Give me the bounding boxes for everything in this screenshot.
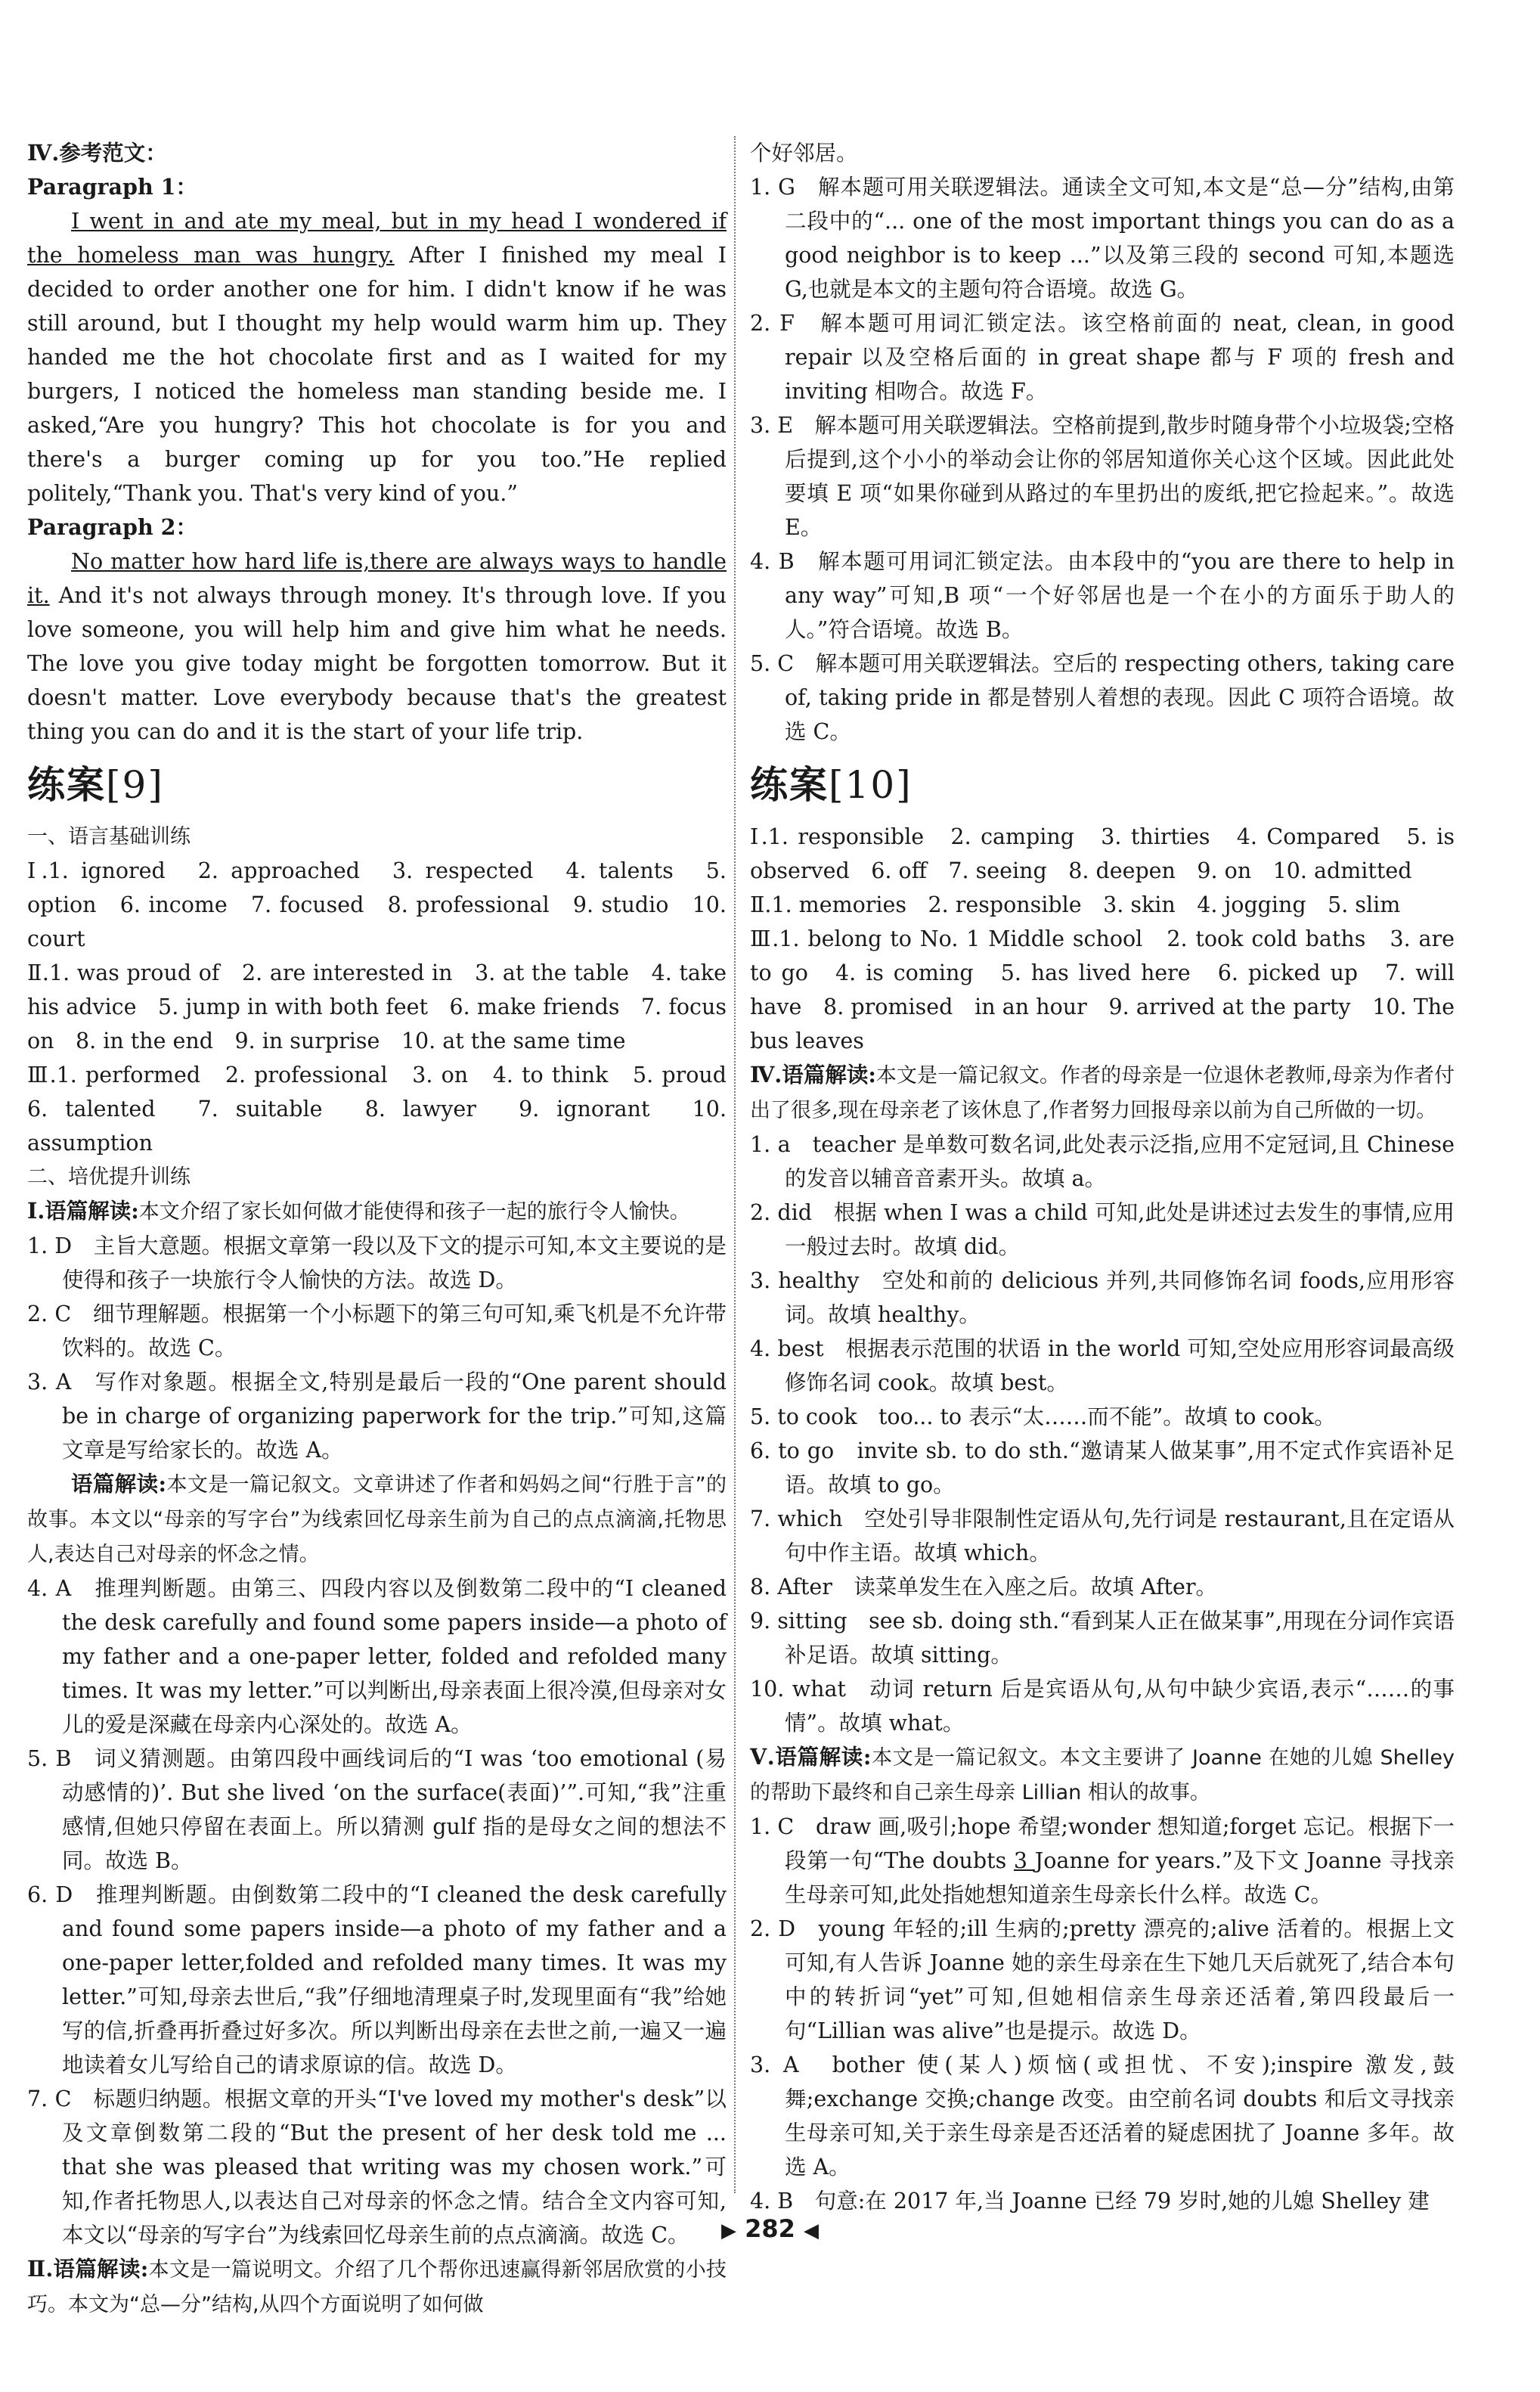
reading1b-summary: 本文是一篇记叙文。文章讲述了作者和妈妈之间“行胜于言”的故事。本文以“母亲的写字台”为线索回忆母亲生前为自己的点点滴滴,托物思人,表达自己对母亲的怀念之情。 [27, 1473, 727, 1566]
answer-c1-post: Joanne for years.”及下文 Joanne 寻找亲生母亲可知,此处指她想知道亲生母亲长什么样。故选 C。 [785, 1848, 1455, 1907]
reading4-label: Ⅳ.语篇解读: [750, 1062, 876, 1087]
answer-q2: 2. C 细节理解题。根据第一个小标题下的第三句可知,乘飞机是不允许带饮料的。故选 C。 [27, 1301, 727, 1360]
answer-b6: 6. to go invite sb. to do sth.“邀请某人做某事”,用不定式作宾语补足语。故填 to go。 [750, 1438, 1455, 1497]
answer-a5: 5. C 解本题可用关联逻辑法。空后的 respecting others, taking care of, taking pride in 都是替别人着想的表现。因此 C 项符合语境。故选 C。 [750, 651, 1455, 744]
reading5-label: Ⅴ.语篇解读: [750, 1744, 872, 1770]
reading2-intro [27, 2252, 727, 2322]
right-column [750, 136, 1455, 2218]
answer-q4: 4. A 推理判断题。由第三、四段内容以及倒数第二段中的“I cleaned the desk carefully and found some papers inside—a photo of my father and a one-paper letter, folded and refolded many times. It was my letter.”可以判断出,母亲表面上很冷漠,但母亲对女儿的爱是深藏在母亲内心深处的。故选 A。 [27, 1576, 727, 1737]
answer-q1: 1. D 主旨大意题。根据文章第一段以及下文的提示可知,本文主要说的是使得和孩子一块旅行令人愉快的方法。故选 D。 [27, 1233, 727, 1292]
answer-b5: 5. to cook too... to 表示“太……而不能”。故填 to cook。 [750, 1404, 1336, 1429]
answer-b4: 4. best 根据表示范围的状语 in the world 可知,空处应用形容词最高级修饰名词 cook。故填 best。 [750, 1336, 1455, 1395]
lianan10-part2: Ⅱ.1. memories 2. responsible 3. skin 4. jogging 5. slim [750, 892, 1401, 917]
answer-b7: 7. which 空处引导非限制性定语从句,先行词是 restaurant,且在定语从句中作主语。故填 which。 [750, 1506, 1455, 1565]
paragraph1-rest: After I finished my meal I decided to order another one for him. I didn't know if he was still around, but I thought my help would warm him up. They handed me the hot chocolate first and as I waited for my burgers, I noticed the homeless man standing beside me. I asked,“Are you hungry? This hot chocolate is for you and there's a burger coming up for you too.”He replied politely,“Thank you. That's very kind of you.” [27, 243, 727, 506]
paragraph2-text [27, 544, 727, 749]
essay-header: Ⅳ.参考范文： [27, 140, 167, 166]
lianan10-title [750, 755, 1455, 815]
reading5-summary: 本文是一篇记叙文。本文主要讲了 Joanne 在她的儿媳 Shelley 的帮助下最终和自己亲生母亲 Lillian 相认的故事。 [750, 1746, 1455, 1804]
reading1b-intro [27, 1467, 727, 1571]
paragraph2-underlined: No matter how hard life is,there are always ways to handle it. [27, 549, 727, 608]
lianan10-title-text: 练案 [750, 763, 829, 807]
answer-c1 [750, 1810, 1455, 1912]
reading1-intro [27, 1194, 727, 1229]
answer-c4: 4. B 句意:在 2017 年,当 Joanne 已经 79 岁时,她的儿媳 Shelley 建 [750, 2189, 1430, 2214]
answer-a1: 1. G 解本题可用关联逻辑法。通读全文可知,本文是“总—分”结构,由第二段中的“... one of the most important things you can do as a good neighbor is to keep ...”以及第三段的 second 可知,本题选 G,也就是本文的主题句符合语境。故选 G。 [750, 175, 1455, 302]
paragraph1-underlined: I went in and ate my meal, but in my head I wondered if the homeless man was hungry. [27, 209, 727, 268]
answer-q5: 5. B 词义猜测题。由第四段中画线词后的“I was ‘too emotional (易动感情的)’. But she lived ‘on the surface(表面)’”.可知,“我”注重感情,但她只停留在表面上。所以猜测 gulf 指的是母女之间的想法不同。故选 B。 [27, 1746, 727, 1873]
paragraph2-rest: And it's not always through money. It's through love. If you love someone, you will help him and give him what he needs. The love you give today might be forgotten tomorrow. But it doesn't matter. Love everybody because that's the greatest thing you can do and it is the start of your life trip. [27, 583, 727, 744]
section1-part2: Ⅱ.1. was proud of 2. are interested in 3. at the table 4. take his advice 5. jump in with both feet 6. make friends 7. focus on 8. in the end 9. in surprise 10. at the same time [27, 960, 727, 1053]
answer-b10: 10. what 动词 return 后是宾语从句,从句中缺少宾语,表示“……的事情”。故填 what。 [750, 1677, 1455, 1736]
page-number [0, 2214, 1540, 2243]
lianan10-part1: Ⅰ.1. responsible 2. camping 3. thirties 4. Compared 5. is observed 6. off 7. seeing 8. deepen 9. on 10. admitted [750, 824, 1455, 883]
lianan9-title [27, 755, 727, 815]
answer-q6: 6. D 推理判断题。由倒数第二段中的“I cleaned the desk carefully and found some papers inside—a photo of my father and a one-paper letter,folded and refolded many times. It was my letter.”可知,母亲去世后,“我”仔细地清理桌子时,发现里面有“我”给她写的信,折叠再折叠过好多次。所以判断出母亲在去世之前,一遍又一遍地读着女儿写给自己的请求原谅的信。故选 D。 [27, 1882, 727, 2077]
reading4-intro [750, 1058, 1455, 1128]
answer-b3: 3. healthy 空处和前的 delicious 并列,共同修饰名词 foods,应用形容词。故填 healthy。 [750, 1268, 1455, 1327]
reading1-summary: 本文介绍了家长如何做才能使得和孩子一起的旅行令人愉快。 [138, 1200, 690, 1224]
reading1-label: Ⅰ.语篇解读: [27, 1198, 139, 1224]
paragraph2-label: Paragraph 2： [27, 514, 197, 540]
reading2-continuation: 个好邻居。 [750, 141, 858, 166]
page-number-text: 282 [745, 2214, 795, 2243]
paragraph1-text [27, 204, 727, 510]
answer-b2: 2. did 根据 when I was a child 可知,此处是讲述过去发生的事情,应用一般过去时。故填 did。 [750, 1200, 1455, 1259]
answer-c2: 2. D young 年轻的;ill 生病的;pretty 漂亮的;alive 活着的。根据上文可知,有人告诉 Joanne 她的亲生母亲在生下她几天后就死了,结合本句中的转折词“yet”可知,但她相信亲生母亲还活着,第四段最后一句“Lillian was alive”也是提示。故选 D。 [750, 1916, 1455, 2043]
reading2-summary: 本文是一篇说明文。介绍了几个帮你迅速赢得新邻居欣赏的小技巧。本文为“总—分”结构,从四个方面说明了如何做 [27, 2258, 727, 2316]
lianan10-part3: Ⅲ.1. belong to No. 1 Middle school 2. took cold baths 3. are to go 4. is coming 5. has lived here 6. picked up 7. will have 8. promised in an hour 9. arrived at the party 10. The bus leaves [750, 926, 1455, 1053]
column-divider [734, 136, 736, 2193]
section2-title: 二、培优提升训练 [27, 1165, 191, 1189]
answer-a3: 3. E 解本题可用关联逻辑法。空格前提到,散步时随身带个小垃圾袋;空格后提到,这个小小的举动会让你的邻居知道你关心这个区域。因此此处要填 E 项“如果你碰到从路过的车里扔出的废纸,把它捡起来。”。故选 E。 [750, 413, 1455, 540]
answer-b1: 1. a teacher 是单数可数名词,此处表示泛指,应用不定冠词,且 Chinese 的发音以辅音音素开头。故填 a。 [750, 1132, 1455, 1191]
answer-a4: 4. B 解本题可用词汇锁定法。由本段中的“you are there to help in any way”可知,B 项“一个好邻居也是一个在小的方面乐于助人的人。”符合语境。故选 B。 [750, 549, 1455, 642]
answer-c1-pre: 1. C draw 画,吸引;hope 希望;wonder 想知道;forget 忘记。根据下一段第一句“The doubts [750, 1814, 1455, 1873]
section1-part3: Ⅲ.1. performed 2. professional 3. on 4. to think 5. proud 6. talented 7. suitable 8. lawyer 9. ignorant 10. assumption [27, 1063, 748, 1156]
left-pointing-triangle-icon: ◀ [804, 2220, 820, 2242]
lianan9-title-text: 练案 [27, 763, 106, 807]
section1-part1: Ⅰ.1. ignored 2. approached 3. respected 4. talents 5. option 6. income 7. focused 8. professional 9. studio 10. court [27, 858, 727, 951]
reading4-summary: 本文是一篇记叙文。作者的母亲是一位退休老教师,母亲为作者付出了很多,现在母亲老了该休息了,作者努力回报母亲以前为自己所做的一切。 [750, 1064, 1455, 1122]
answer-a2: 2. F 解本题可用词汇锁定法。该空格前面的 neat, clean, in good repair 以及空格后面的 in great shape 都与 F 项的 fresh and inviting 相吻合。故选 F。 [750, 311, 1455, 404]
lianan10-number: [10] [829, 763, 913, 807]
answer-c1-blank: 3 [1013, 1848, 1035, 1873]
right-pointing-triangle-icon: ▶ [720, 2220, 736, 2242]
answer-b9: 9. sitting see sb. doing sth.“看到某人正在做某事”,用现在分词作宾语补足语。故填 sitting。 [750, 1609, 1455, 1668]
left-column [27, 136, 748, 2322]
reading5-intro [750, 1740, 1455, 1810]
answer-c3: 3. A bother 使(某人)烦恼(或担忧、不安);inspire 激发,鼓舞;exchange 交换;change 改变。由空前名词 doubts 和后文寻找亲生母亲可知,关于亲生母亲是否还活着的疑虑困扰了 Joanne 多年。故选 A。 [750, 2052, 1455, 2179]
answer-q3: 3. A 写作对象题。根据全文,特别是最后一段的“One parent should be in charge of organizing paperwork for the trip.”可知,这篇文章是写给家长的。故选 A。 [27, 1370, 727, 1463]
answer-q7: 7. C 标题归纳题。根据文章的开头“I've loved my mother's desk”以及文章倒数第二段的“But the present of her desk told me ... that she was pleased that writing was my chosen work.”可知,作者托物思人,以表达自己对母亲的怀念之情。结合全文内容可知,本文以“母亲的写字台”为线索回忆母亲生前的点点滴滴。故选 C。 [27, 2086, 727, 2248]
answer-b8: 8. After 读菜单发生在入座之后。故填 After。 [750, 1575, 1217, 1599]
lianan9-number: [9] [106, 763, 164, 807]
reading2-label: Ⅱ.语篇解读: [27, 2256, 149, 2282]
paragraph1-label: Paragraph 1： [27, 174, 197, 200]
reading1b-label: 语篇解读: [71, 1471, 167, 1497]
section1-title: 一、语言基础训练 [27, 825, 191, 849]
